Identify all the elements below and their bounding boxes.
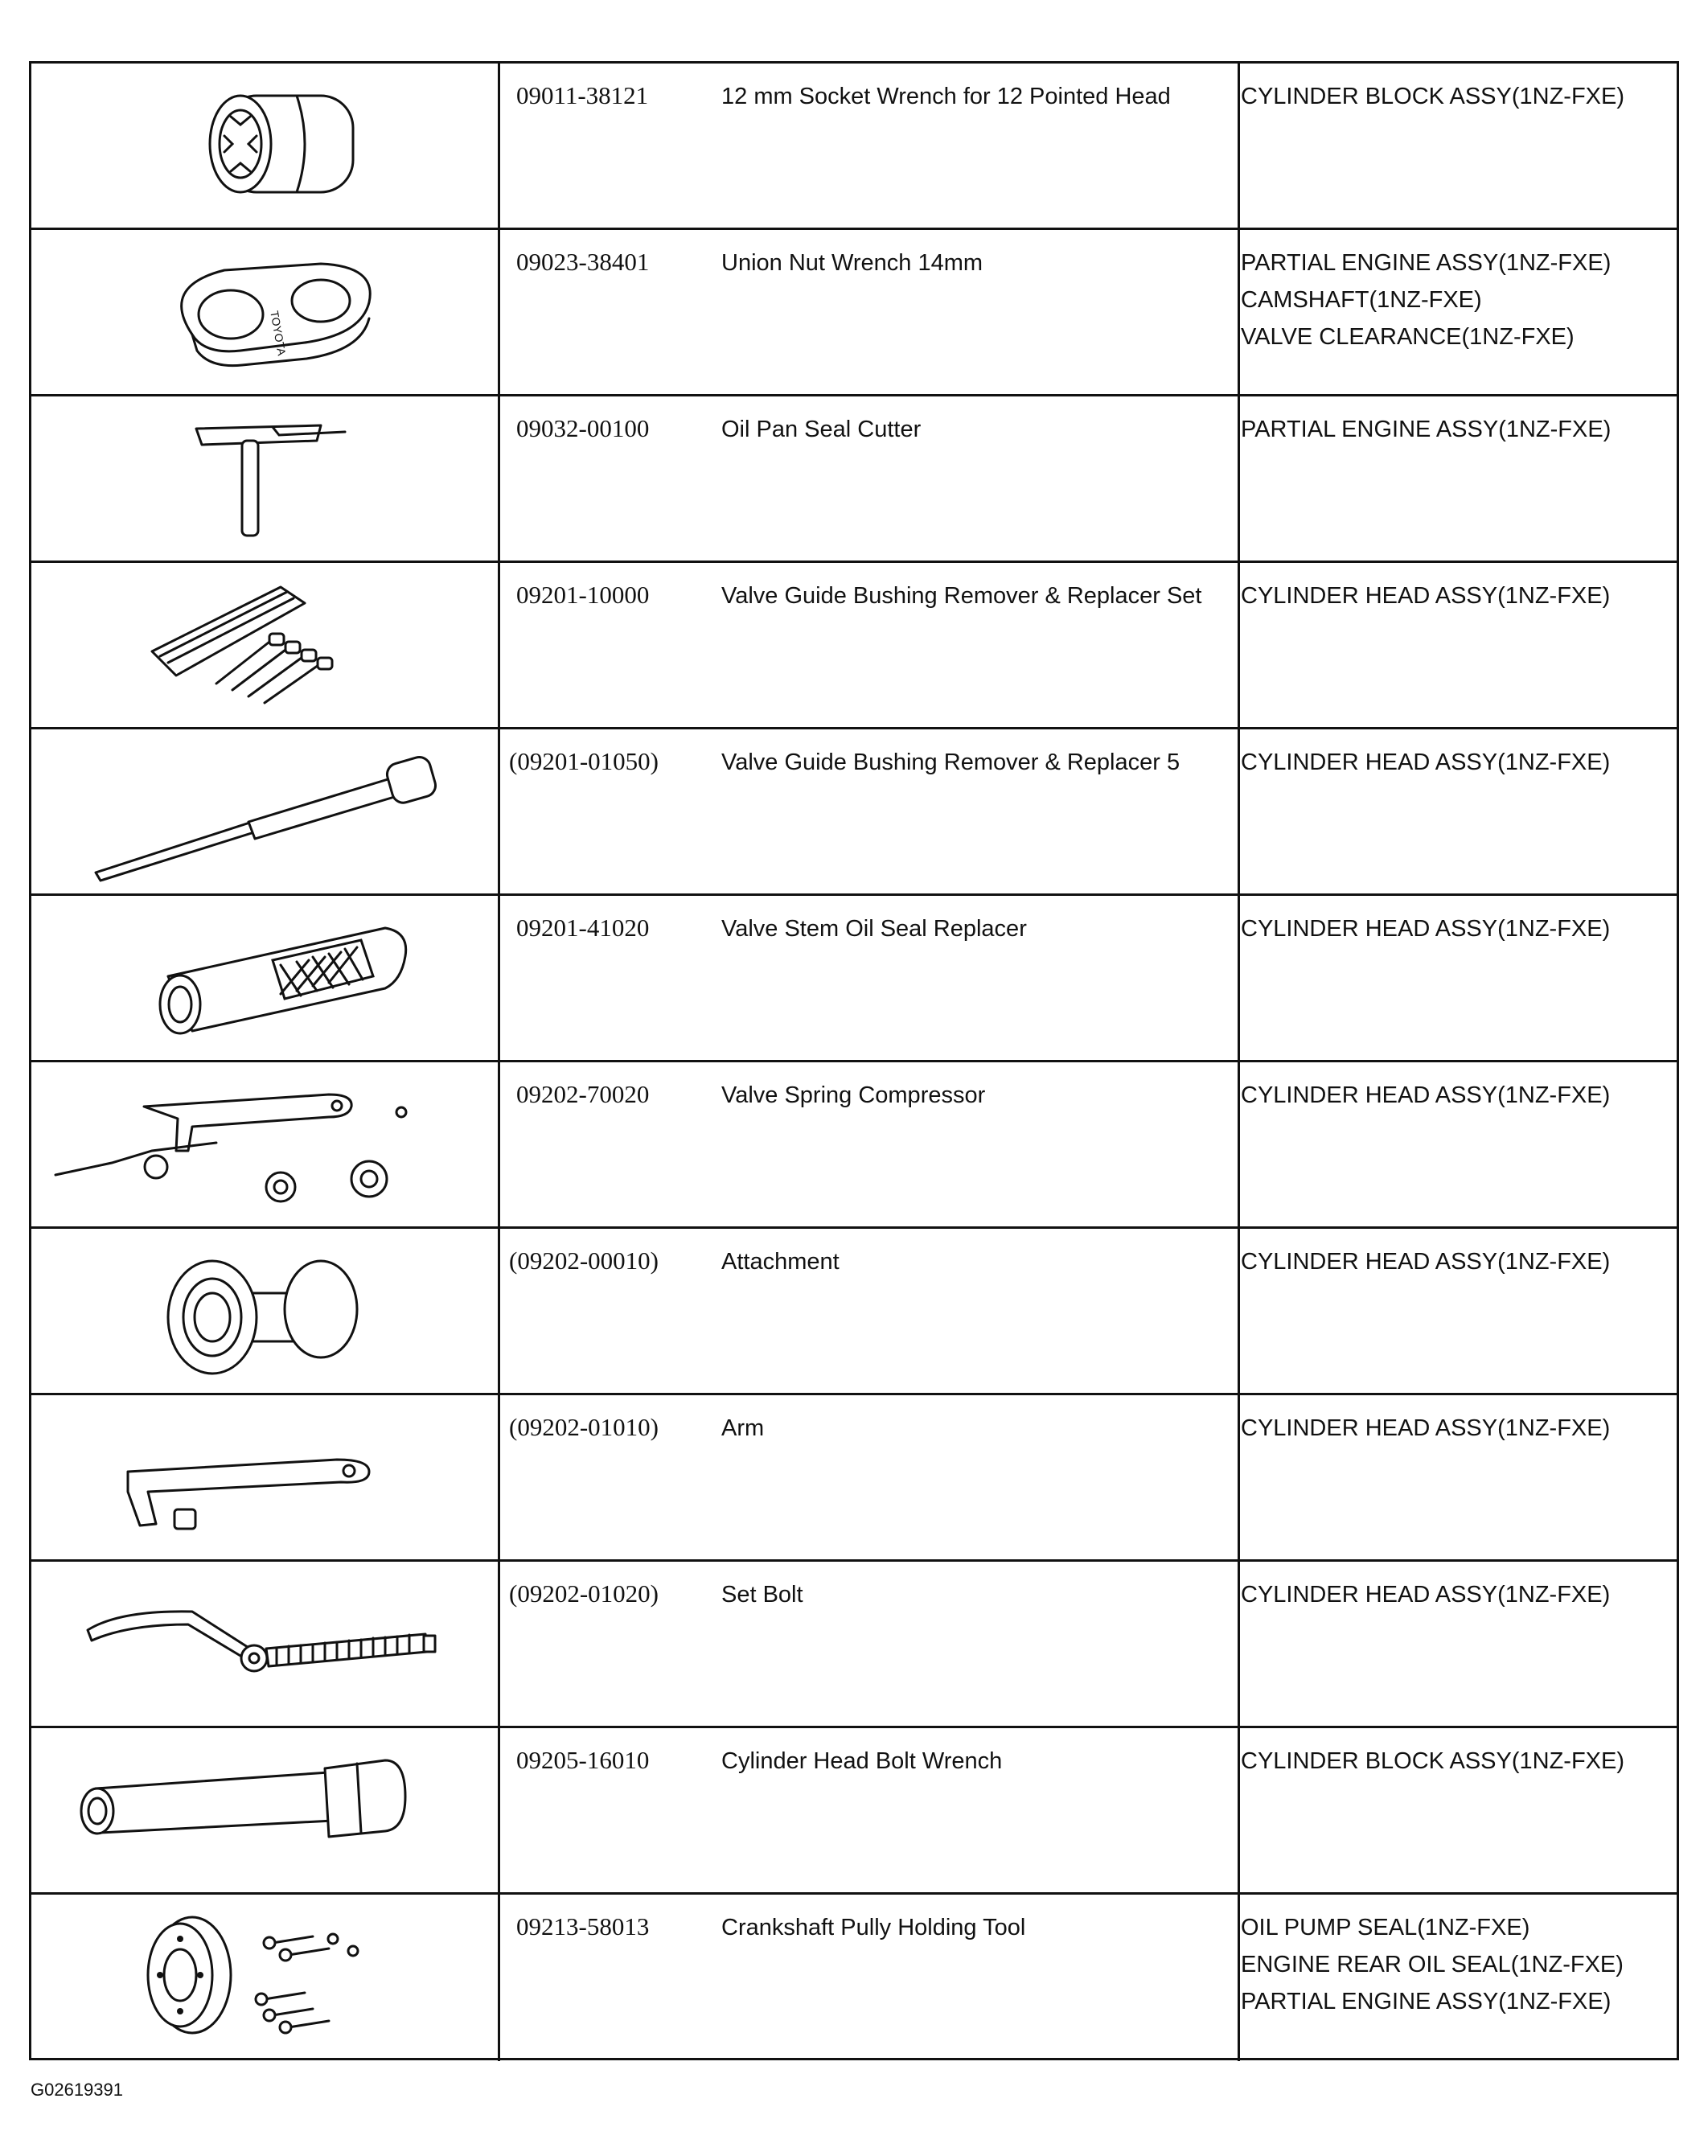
tool-name: Crankshaft Pully Holding Tool — [721, 1915, 1026, 1940]
part-number: 09032-00100 — [516, 414, 650, 442]
tool-name: Cylinder Head Bolt Wrench — [721, 1748, 1003, 1774]
usage-list — [1241, 910, 1675, 947]
usage-item: PARTIAL ENGINE ASSY(1NZ-FXE) — [1241, 1989, 1612, 2014]
table-row — [31, 1062, 1677, 1229]
usage-list — [1241, 577, 1675, 614]
table-row — [31, 396, 1677, 563]
table-row — [31, 1895, 1677, 2061]
tool-name: Set Bolt — [721, 1582, 803, 1608]
usage-item: OIL PUMP SEAL(1NZ-FXE) — [1241, 1915, 1530, 1940]
part-number: 09023-38401 — [516, 248, 650, 276]
usage-item: VALVE CLEARANCE(1NZ-FXE) — [1241, 324, 1575, 350]
set-bolt-icon — [31, 1562, 498, 1726]
usage-item: CYLINDER HEAD ASSY(1NZ-FXE) — [1241, 1582, 1611, 1608]
union-nut-wrench-icon — [31, 230, 498, 394]
svg-text:TOYOTA: TOYOTA — [268, 310, 289, 357]
usage-item: PARTIAL ENGINE ASSY(1NZ-FXE) — [1241, 250, 1612, 276]
usage-item: PARTIAL ENGINE ASSY(1NZ-FXE) — [1241, 417, 1612, 442]
tool-name: 12 mm Socket Wrench for 12 Pointed Head — [721, 84, 1171, 109]
part-number: 09213-58013 — [516, 1912, 650, 1940]
tool-name: Oil Pan Seal Cutter — [721, 417, 922, 442]
oil-seal-replacer-icon — [31, 896, 498, 1060]
bushing-remover-icon — [31, 729, 498, 893]
tool-name: Valve Spring Compressor — [721, 1082, 986, 1108]
pulley-holding-tool-icon — [31, 1895, 498, 2059]
seal-cutter-icon — [31, 396, 498, 561]
attachment-icon — [31, 1229, 498, 1393]
usage-item: CYLINDER BLOCK ASSY(1NZ-FXE) — [1241, 84, 1624, 109]
part-number: 09202-70020 — [516, 1080, 650, 1108]
usage-list — [1241, 1576, 1675, 1613]
usage-item: CYLINDER HEAD ASSY(1NZ-FXE) — [1241, 583, 1611, 609]
part-number: (09201-01050) — [509, 747, 659, 775]
tool-name: Valve Guide Bushing Remover & Replacer 5 — [721, 749, 1180, 775]
table-row — [31, 230, 1677, 396]
usage-item: CYLINDER HEAD ASSY(1NZ-FXE) — [1241, 1082, 1611, 1108]
usage-list — [1241, 1243, 1675, 1280]
usage-list — [1241, 1410, 1675, 1447]
usage-list — [1241, 1743, 1675, 1780]
part-number: 09205-16010 — [516, 1746, 650, 1774]
figure-id: G02619391 — [31, 2080, 123, 2100]
arm-icon — [31, 1395, 498, 1559]
part-number: (09202-01010) — [509, 1413, 659, 1441]
socket-wrench-icon — [31, 64, 498, 228]
table-row — [31, 729, 1677, 896]
usage-item: CYLINDER HEAD ASSY(1NZ-FXE) — [1241, 1249, 1611, 1275]
bushing-set-icon — [31, 563, 498, 727]
usage-item: CYLINDER HEAD ASSY(1NZ-FXE) — [1241, 916, 1611, 942]
head-bolt-wrench-icon — [31, 1728, 498, 1892]
tool-name: Attachment — [721, 1249, 840, 1275]
usage-item: CAMSHAFT(1NZ-FXE) — [1241, 287, 1482, 313]
usage-list — [1241, 744, 1675, 781]
usage-list — [1241, 244, 1675, 355]
table-row — [31, 563, 1677, 729]
part-number: 09011-38121 — [516, 81, 649, 109]
table-row — [31, 1728, 1677, 1895]
table-row — [31, 1229, 1677, 1395]
table-row — [31, 1395, 1677, 1562]
table-row — [31, 1562, 1677, 1728]
usage-list — [1241, 1077, 1675, 1114]
tool-name: Arm — [721, 1415, 765, 1441]
part-number: 09201-10000 — [516, 581, 650, 609]
usage-item: ENGINE REAR OIL SEAL(1NZ-FXE) — [1241, 1952, 1624, 1977]
usage-list — [1241, 78, 1675, 115]
usage-item: CYLINDER HEAD ASSY(1NZ-FXE) — [1241, 1415, 1611, 1441]
tool-name: Union Nut Wrench 14mm — [721, 250, 983, 276]
table-row — [31, 896, 1677, 1062]
tool-name: Valve Stem Oil Seal Replacer — [721, 916, 1027, 942]
part-number: (09202-01020) — [509, 1579, 659, 1608]
tool-name: Valve Guide Bushing Remover & Replacer Set — [721, 583, 1202, 609]
usage-list — [1241, 1909, 1675, 2020]
usage-item: CYLINDER BLOCK ASSY(1NZ-FXE) — [1241, 1748, 1624, 1774]
usage-list — [1241, 411, 1675, 448]
part-number: 09201-41020 — [516, 914, 650, 942]
spring-compressor-icon — [31, 1062, 498, 1226]
part-number: (09202-00010) — [509, 1246, 659, 1275]
usage-item: CYLINDER HEAD ASSY(1NZ-FXE) — [1241, 749, 1611, 775]
special-service-tools-table — [29, 61, 1679, 2060]
table-row — [31, 64, 1677, 230]
